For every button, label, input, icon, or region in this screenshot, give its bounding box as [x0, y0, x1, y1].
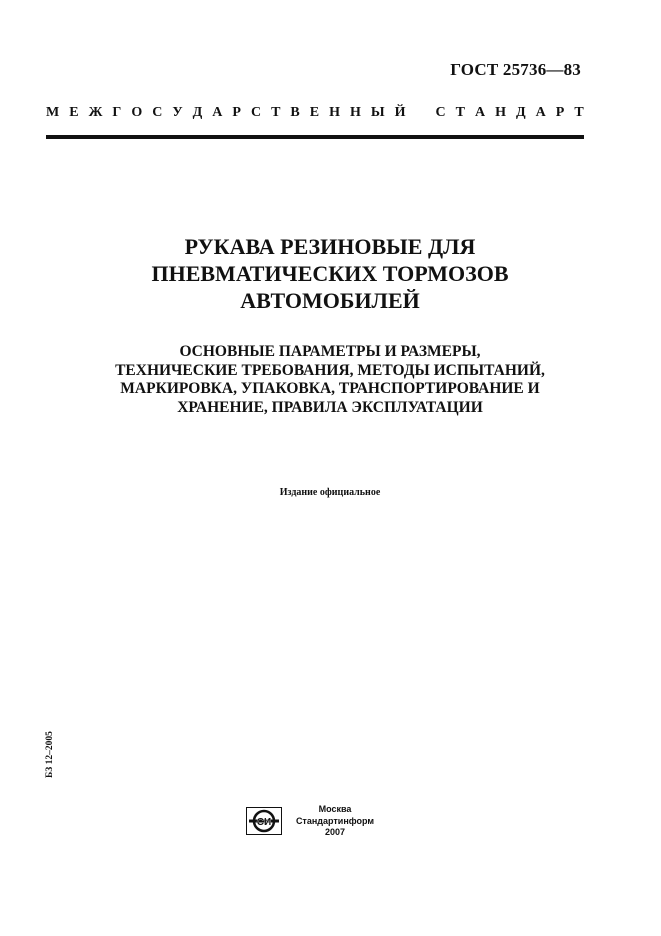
- title-line-1: РУКАВА РЕЗИНОВЫЕ ДЛЯ: [184, 234, 476, 259]
- interstate-letter: Н: [329, 105, 340, 120]
- interstate-letter: С: [152, 105, 163, 120]
- interstate-letter: Е: [69, 105, 79, 120]
- interstate-letter: В: [290, 105, 300, 120]
- interstate-letter: Е: [309, 105, 320, 120]
- interstate-letter: Н: [350, 105, 361, 120]
- interstate-letter: Д: [516, 105, 526, 120]
- document-title: [30, 233, 630, 314]
- interstate-letter: Г: [112, 105, 122, 120]
- interstate-letter: А: [475, 105, 486, 120]
- side-code: БЗ 12–2005: [45, 731, 55, 778]
- interstate-letter: А: [535, 105, 546, 120]
- publisher-city: Москва: [318, 804, 352, 814]
- subtitle-line-2: ТЕХНИЧЕСКИЕ ТРЕБОВАНИЯ, МЕТОДЫ ИСПЫТАНИЙ,: [115, 361, 545, 379]
- title-line-2: ПНЕВМАТИЧЕСКИХ ТОРМОЗОВ: [151, 261, 509, 286]
- standartinform-logo-icon: [246, 807, 282, 835]
- interstate-letter: О: [131, 105, 143, 120]
- interstate-letter: Д: [192, 105, 203, 120]
- interstate-letter: А: [212, 105, 223, 120]
- interstate-letter: Т: [271, 105, 281, 120]
- interstate-letter: С: [435, 105, 446, 120]
- interstate-letter: Р: [232, 105, 241, 120]
- interstate-letter: Й: [394, 105, 406, 120]
- publisher-name: Стандартинформ: [295, 815, 375, 826]
- subtitle-line-4: ХРАНЕНИЕ, ПРАВИЛА ЭКСПЛУАТАЦИИ: [177, 398, 483, 416]
- title-line-3: АВТОМОБИЛЕЙ: [240, 288, 420, 313]
- document-subtitle: [30, 343, 630, 417]
- interstate-letter: Т: [455, 105, 465, 120]
- edition-label: Издание официальное: [279, 487, 381, 498]
- interstate-letter: Ы: [370, 105, 385, 120]
- interstate-letter: У: [172, 105, 183, 120]
- publisher-block: [290, 804, 380, 839]
- gost-number: ГОСТ 25736—83: [450, 60, 581, 79]
- subtitle-line-3: МАРКИРОВКА, УПАКОВКА, ТРАНСПОРТИРОВАНИЕ И: [120, 380, 540, 397]
- interstate-letter: М: [46, 105, 60, 120]
- interstate-letter: Ж: [88, 105, 103, 120]
- interstate-letter: Н: [495, 105, 507, 120]
- interstate-standard-heading: [46, 105, 584, 121]
- interstate-letter: Р: [555, 105, 565, 120]
- header-rule: [46, 135, 584, 139]
- interstate-letter: С: [250, 105, 262, 120]
- interstate-letter: Т: [574, 105, 584, 120]
- publisher-year: 2007: [324, 827, 346, 837]
- logo-text: СИ: [256, 817, 272, 828]
- subtitle-line-1: ОСНОВНЫЕ ПАРАМЕТРЫ И РАЗМЕРЫ,: [179, 343, 481, 360]
